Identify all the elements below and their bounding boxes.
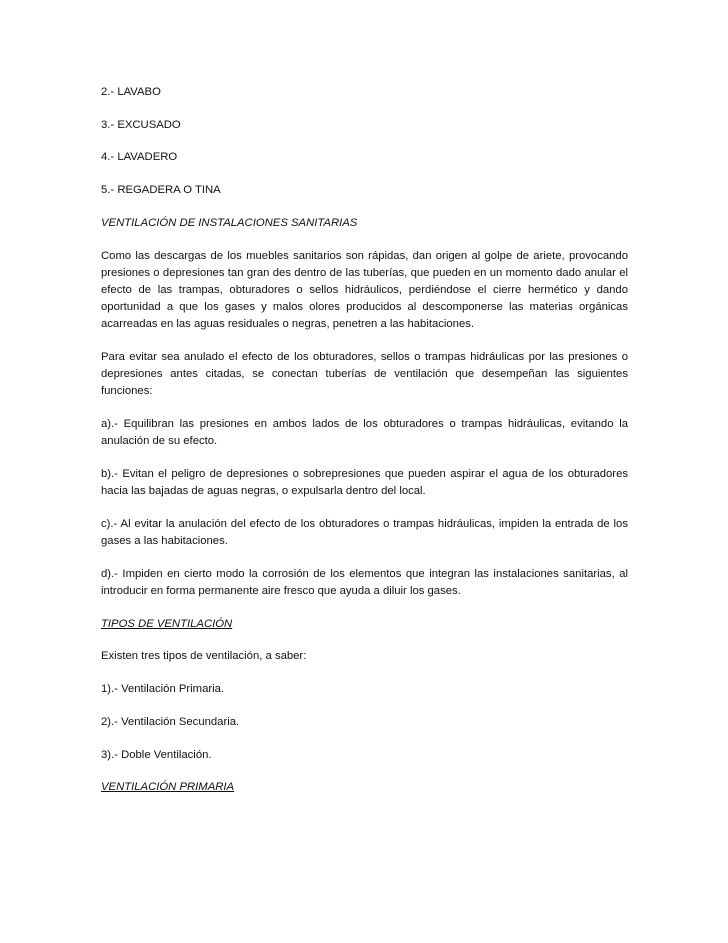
paragraph-funcion-a: a).- Equilibran las presiones en ambos lados de los obturadores o trampas hidráulicas, evitando la anulación de su efecto. xyxy=(101,418,628,448)
heading-ventilacion-primaria: VENTILACIÓN PRIMARIA xyxy=(101,781,235,794)
paragraph-funciones-intro: Para evitar sea anulado el efecto de los obturadores, sellos o trampas hidráulicas por las presiones o depresiones antes citadas, se conectan tuberías de ventilación que desempeñan las siguientes funciones: xyxy=(101,351,628,398)
paragraph-funcion-c: c).- Al evitar la anulación del efecto de los obturadores o trampas hidráulicas, impiden la entrada de los gases a las habitaciones. xyxy=(101,517,628,548)
list-item-lavadero: 4.- LAVADERO xyxy=(101,151,178,164)
document-page xyxy=(101,84,628,812)
list-item-lavabo: 2.- LAVABO xyxy=(101,86,161,98)
list-item-excusado: 3.- EXCUSADO xyxy=(101,118,181,131)
heading-tipos-ventilacion: TIPOS DE VENTILACIÓN xyxy=(101,617,233,630)
paragraph-tipos-intro: Existen tres tipos de ventilación, a saber: xyxy=(101,650,307,663)
paragraph-descargas: Como las descargas de los muebles sanitarios son rápidas, dan origen al golpe de ariete, provocando presiones o depresiones tan gran des dentro de las tuberías, que pueden en un momento dado anular el efecto de las trampas, obturadores o sellos hidráulicos, perdiéndose el cierre hermético y dando oportunidad a que los gases y malos olores producidos al descomponerse las materias orgánicas acarreadas en las aguas residuales o negras, penetren a las habitaciones. xyxy=(101,249,628,331)
paragraph-funcion-b: b).- Evitan el peligro de depresiones o sobrepresiones que pueden aspirar el agua de los obturadores hacia las bajadas de aguas negras, o expulsarla dentro del local. xyxy=(101,468,628,498)
heading-ventilacion-instalaciones: VENTILACIÓN DE INSTALACIONES SANITARIAS xyxy=(101,216,358,229)
list-item-regadera: 5.- REGADERA O TINA xyxy=(101,184,221,197)
list-item-ventilacion-secundaria: 2).- Ventilación Secundaria. xyxy=(101,715,240,728)
paragraph-funcion-d: d).- Impiden en cierto modo la corrosión de los elementos que integran las instalaciones sanitarias, al introducir en forma permanente aire fresco que ayuda a diluir los gases. xyxy=(101,567,628,598)
list-item-doble-ventilacion: 3).- Doble Ventilación. xyxy=(101,748,212,761)
list-item-ventilacion-primaria: 1).- Ventilación Primaria. xyxy=(101,683,225,696)
